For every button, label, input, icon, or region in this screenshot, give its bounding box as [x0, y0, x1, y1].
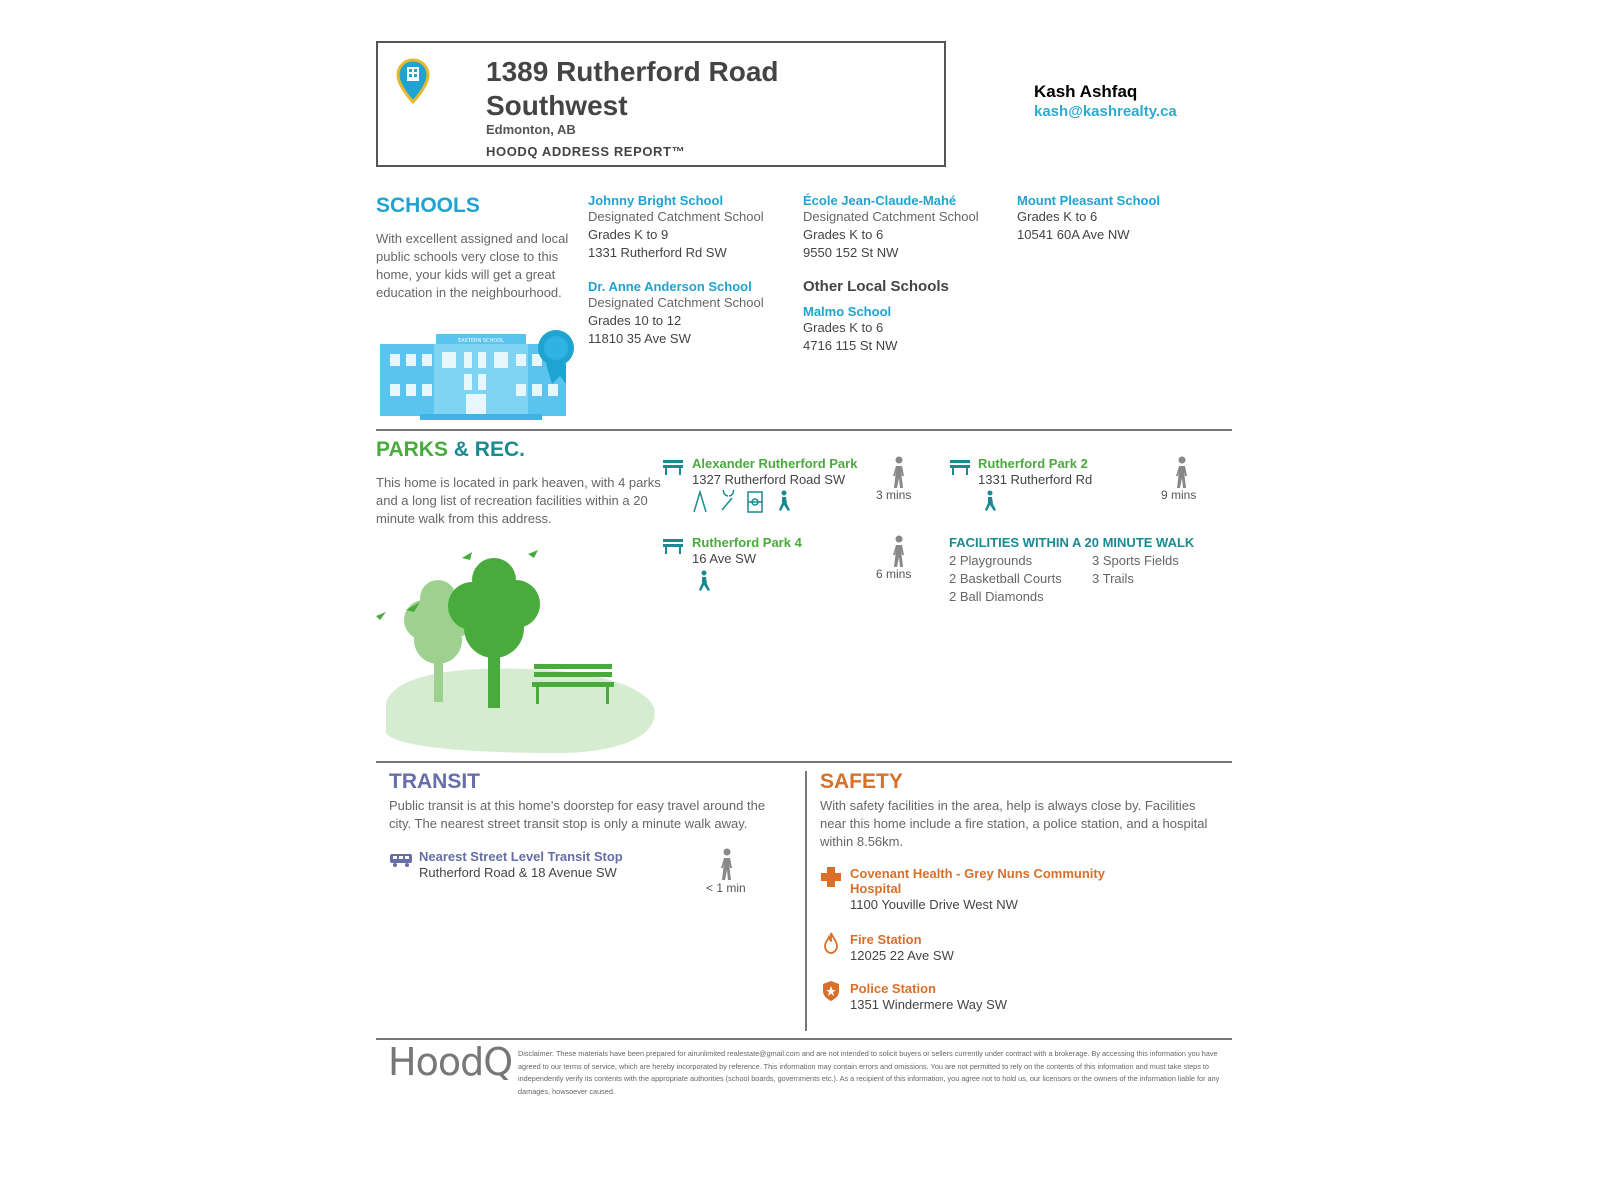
parks-title	[376, 438, 525, 462]
school-grades: Grades K to 9	[588, 227, 669, 242]
park-item	[692, 456, 892, 489]
safety-name[interactable]: Fire Station	[850, 932, 922, 947]
park-bench-icon	[662, 459, 684, 475]
playground-icon	[694, 492, 706, 512]
park-name[interactable]: Alexander Rutherford Park	[692, 456, 858, 471]
disclaimer-text: Disclaimer: These materials have been prepared for airunlimited realestate@gmail.com and are not intended to solicit buyers or sellers currently under contract with a brokerage. By accessing this information you have agreed to our terms of service, which are hereby incorporated by reference. This information may contain errors and omissions. You are not permitted to rely on the contents of this information and must take steps to independently verify its contents with the appropriate authorities (school boards, governments etc.). As a recipient of this information, you agree not to hold us, our licensors or the owners of the information liable for any damages, howsoever caused.	[518, 1049, 1220, 1096]
school-address: 9550 152 St NW	[803, 245, 899, 260]
school-name[interactable]: Malmo School	[803, 304, 892, 319]
walking-person-icon	[890, 535, 908, 569]
park-bench-icon	[662, 538, 684, 554]
safety-item	[850, 932, 1150, 965]
school-item	[803, 193, 1003, 262]
hoodq-logo: HoodQ	[388, 1040, 513, 1084]
section-divider	[376, 429, 1232, 431]
school-item	[588, 193, 788, 262]
walking-person-icon	[1173, 456, 1191, 490]
safety-address: 1100 Youville Drive West NW	[850, 897, 1018, 912]
facilities-heading: FACILITIES WITHIN A 20 MINUTE WALK	[949, 535, 1195, 550]
facility-item: 2 Ball Diamonds	[949, 589, 1044, 604]
hospital-cross-icon	[820, 866, 842, 888]
walk-time: 9 mins	[1161, 488, 1197, 502]
parks-title-part1: PARKS	[376, 438, 448, 461]
facility-item: 3 Sports Fields	[1092, 553, 1179, 568]
park-item	[978, 456, 1158, 489]
school-address: 10541 60A Ave NW	[1017, 227, 1130, 242]
park-address: 1331 Rutherford Rd	[978, 472, 1093, 487]
park-item	[692, 535, 892, 568]
park-name[interactable]: Rutherford Park 2	[978, 456, 1088, 471]
facility-item: 2 Basketball Courts	[949, 571, 1062, 586]
walk-time: 6 mins	[876, 567, 912, 581]
address-line-2: Southwest	[486, 90, 628, 121]
facility-item: 3 Trails	[1092, 571, 1134, 586]
park-amenity-icons	[692, 490, 796, 514]
schools-description: With excellent assigned and local public schools very close to this home, your kids will get a great education in the neighbourhood.	[376, 231, 569, 300]
school-item	[803, 304, 1003, 355]
park-name[interactable]: Rutherford Park 4	[692, 535, 802, 550]
school-type: Designated Catchment School	[588, 209, 764, 224]
section-divider	[376, 761, 1232, 763]
location-pin-icon	[396, 58, 430, 104]
runner-icon	[982, 490, 996, 514]
transit-stop-label[interactable]: Nearest Street Level Transit Stop	[419, 849, 623, 864]
safety-address: 12025 22 Ave SW	[850, 948, 954, 963]
school-grades: Grades K to 6	[803, 320, 884, 335]
school-address: 11810 35 Ave SW	[588, 331, 691, 346]
parks-description: This home is located in park heaven, with 4 parks and a long list of recreation facilities within a 20 minute walk from this address.	[376, 475, 661, 526]
transit-title: TRANSIT	[389, 770, 480, 793]
transit-stop-address: Rutherford Road & 18 Avenue SW	[419, 865, 617, 880]
school-grades: Grades K to 6	[1017, 209, 1098, 224]
safety-title: SAFETY	[820, 770, 903, 793]
school-type: Designated Catchment School	[588, 295, 764, 310]
runner-icon	[696, 570, 710, 594]
school-type: Designated Catchment School	[803, 209, 979, 224]
school-item	[1017, 193, 1217, 244]
parks-title-part2: & REC.	[453, 438, 525, 461]
transit-description: Public transit is at this home's doorstep for easy travel around the city. The nearest street transit stop is only a minute walk away.	[389, 798, 766, 831]
school-name[interactable]: Dr. Anne Anderson School	[588, 279, 752, 294]
agent-name: Kash Ashfaq	[1034, 82, 1138, 101]
address-city: Edmonton, AB	[486, 122, 576, 137]
school-name[interactable]: Johnny Bright School	[588, 193, 724, 208]
safety-item	[850, 981, 1150, 1014]
police-badge-icon	[822, 980, 840, 1002]
walking-person-icon	[890, 456, 908, 490]
park-address: 16 Ave SW	[692, 551, 757, 566]
runner-icon	[779, 491, 790, 512]
agent-email-link[interactable]: kash@kashrealty.ca	[1034, 103, 1177, 120]
flame-icon	[824, 932, 838, 954]
school-grades: Grades 10 to 12	[588, 313, 682, 328]
schools-title: SCHOOLS	[376, 194, 480, 217]
other-schools-heading: Other Local Schools	[803, 278, 949, 295]
safety-description: With safety facilities in the area, help is always close by. Facilities near this home include a fire station, a police station, and a hospital within 8.56km.	[820, 798, 1208, 849]
walk-time: 3 mins	[876, 488, 912, 502]
school-address: 4716 115 St NW	[803, 338, 898, 353]
safety-item	[850, 866, 1150, 914]
facility-item: 2 Playgrounds	[949, 553, 1033, 568]
school-name[interactable]: Mount Pleasant School	[1017, 193, 1161, 208]
bus-icon	[389, 852, 413, 868]
park-trees-illustration	[376, 548, 660, 756]
school-sign-text: EASTERN SCHOOL	[458, 338, 504, 344]
walk-time: < 1 min	[706, 881, 746, 895]
address-line-1: 1389 Rutherford Road	[486, 56, 779, 87]
racquet-icon	[722, 490, 734, 510]
safety-name[interactable]: Covenant Health - Grey Nuns Community Hospital	[850, 866, 1105, 896]
park-bench-icon	[949, 459, 971, 475]
safety-address: 1351 Windermere Way SW	[850, 997, 1008, 1012]
vertical-divider	[805, 771, 807, 1031]
park-address: 1327 Rutherford Road SW	[692, 472, 846, 487]
transit-stop	[419, 849, 679, 882]
school-item	[588, 279, 798, 348]
school-address: 1331 Rutherford Rd SW	[588, 245, 727, 260]
school-building-illustration	[376, 326, 586, 426]
school-grades: Grades K to 6	[803, 227, 884, 242]
report-label: HOODQ ADDRESS REPORT™	[486, 144, 686, 159]
safety-name[interactable]: Police Station	[850, 981, 936, 996]
school-name[interactable]: École Jean-Claude-Mahé	[803, 193, 957, 208]
page-title	[486, 55, 926, 123]
walking-person-icon	[718, 848, 736, 882]
